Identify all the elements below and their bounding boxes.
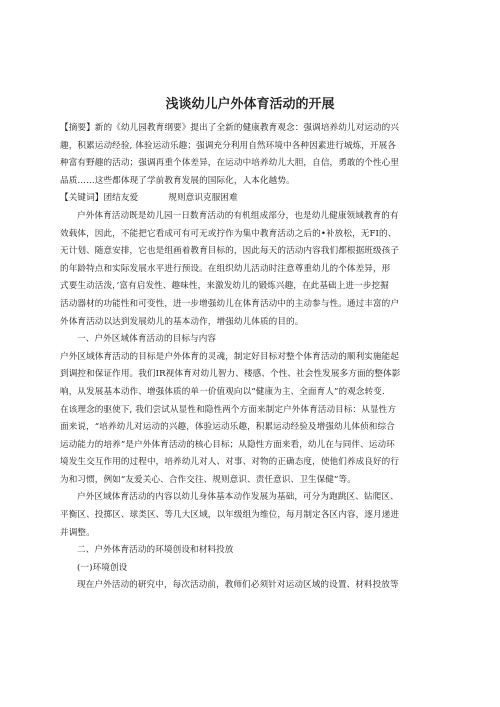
keywords-line [60, 190, 440, 208]
keywords-label: 【关键词】团结友爱 [60, 193, 139, 204]
paragraph-line: 无计划、随意安排，它也是组画着教育目标的，因此每天的活动内容我们都根据班级孩子 [60, 246, 400, 257]
paragraph-line: 户外体育活动既是幼儿园一日数育活动的有机组成部分，也是幼儿健康领域教育的有 [77, 210, 399, 221]
paragraph-line: 户外区域体育活动的目标是户外体育的灵魂，制定好目标对整个体育活动的顺利实施能起 [60, 351, 400, 362]
abstract-line: 【摘要】新的《幼儿园教育纲要》提出了全新的健康教育观念：强调培养幼儿对运动的兴 [60, 123, 400, 133]
paragraph-line: 活动器材的功能性和可变性，进一步增强幼儿在体育活动中的主动参与性。通过丰富的户 [60, 298, 400, 309]
paragraph-line: 到调控和保证作用。我们IR视体育对幼儿智力、楼感、个性、社会性发展多方面的整体影 [60, 369, 401, 380]
document-body [60, 120, 440, 595]
section-heading: 一、户外区域体育活动的目标与内容 [77, 334, 217, 345]
paragraph-line: 式要生动活泼，’富有启发性、趣味性，来激发幼儿的锻炼兴趣，在此基础上进一步挖掘 [60, 281, 389, 292]
abstract-line: 种富有野趣的活动；强调再重个体差异，在运动中培养幼儿大胆，自信，勇敢的个性心里 [60, 158, 400, 169]
paragraph-line: 在该理念的驱使下, 我们尝试从显性和隐性两个方面来制定户外体育活动目标：从显性方 [60, 404, 397, 415]
paragraph-line: 的年龄特点和实际发展水平进行预设。在组织幼儿活动时注意尊重幼儿的个体差异，形 [60, 263, 391, 274]
paragraph-line: 为和习惯，例如“友爱关心、合作交往、规则意识、责任意识、卫生保健”等。 [60, 474, 356, 485]
paragraph-line: 运动能力的培养”是户外体育活动的核心目标；从隐性方面来看，幼儿在与同伴、运动环 [60, 439, 395, 450]
paragraph-line: 户外区域体育活动的内容以幼儿身体基本动作发展为基础，可分为跑跳区、钻爬区、 [77, 492, 399, 503]
document-title: 浅谈幼儿户外体育活动的开展 [165, 97, 335, 112]
paragraph-line: 效载体，因此，不能把它看成可有可无或拧作为集中教育活动之后的•补放松，无FI的、 [60, 228, 397, 239]
abstract-line: 品质……这些都体现了学前教育发展的国际化，人本化越势。 [60, 175, 295, 186]
paragraph-line: 面来说，“培养幼儿对运动的兴趣，体验运动乐趣，积累运动经验及增强幼儿体侦和综合 [60, 422, 395, 433]
paragraph-line: 外体育活动以达到发展幼儿的基本动作，增强幼儿体质的目的。 [60, 316, 304, 327]
paragraph-line: 并调整。 [60, 527, 95, 538]
paragraph-line: 平衡区、投掷区、球类区、等几大区域，以年级组为维位，每月制定各区内容，逐月递进 [60, 510, 400, 521]
paragraph-line: 现在户外活动的研究中，每次活动前，教师们必须针对运动区域的设置、材料投放等 [77, 580, 399, 591]
keywords-rest: 规则意识克服困难 [168, 193, 238, 204]
paragraph-line: 响，从发展基本动作、增强体质的单一价值观向以“健康为主、全面育人”的观念转变. [60, 386, 385, 397]
abstract-line: 趣，积累运动经验, 体验运动乐趣；强调充分利用自然环境中各种因素进行城炼，开展各 [60, 140, 397, 151]
paragraph-line: 境发生交互作用的过程中，培养幼儿对人、对事、对物的正确态度，使他们养成良好的行 [60, 457, 400, 468]
section-heading: 二、户外体育活动的环境创设和材料投放 [77, 545, 234, 556]
subsection-heading: (一)环境创设 [77, 562, 128, 573]
